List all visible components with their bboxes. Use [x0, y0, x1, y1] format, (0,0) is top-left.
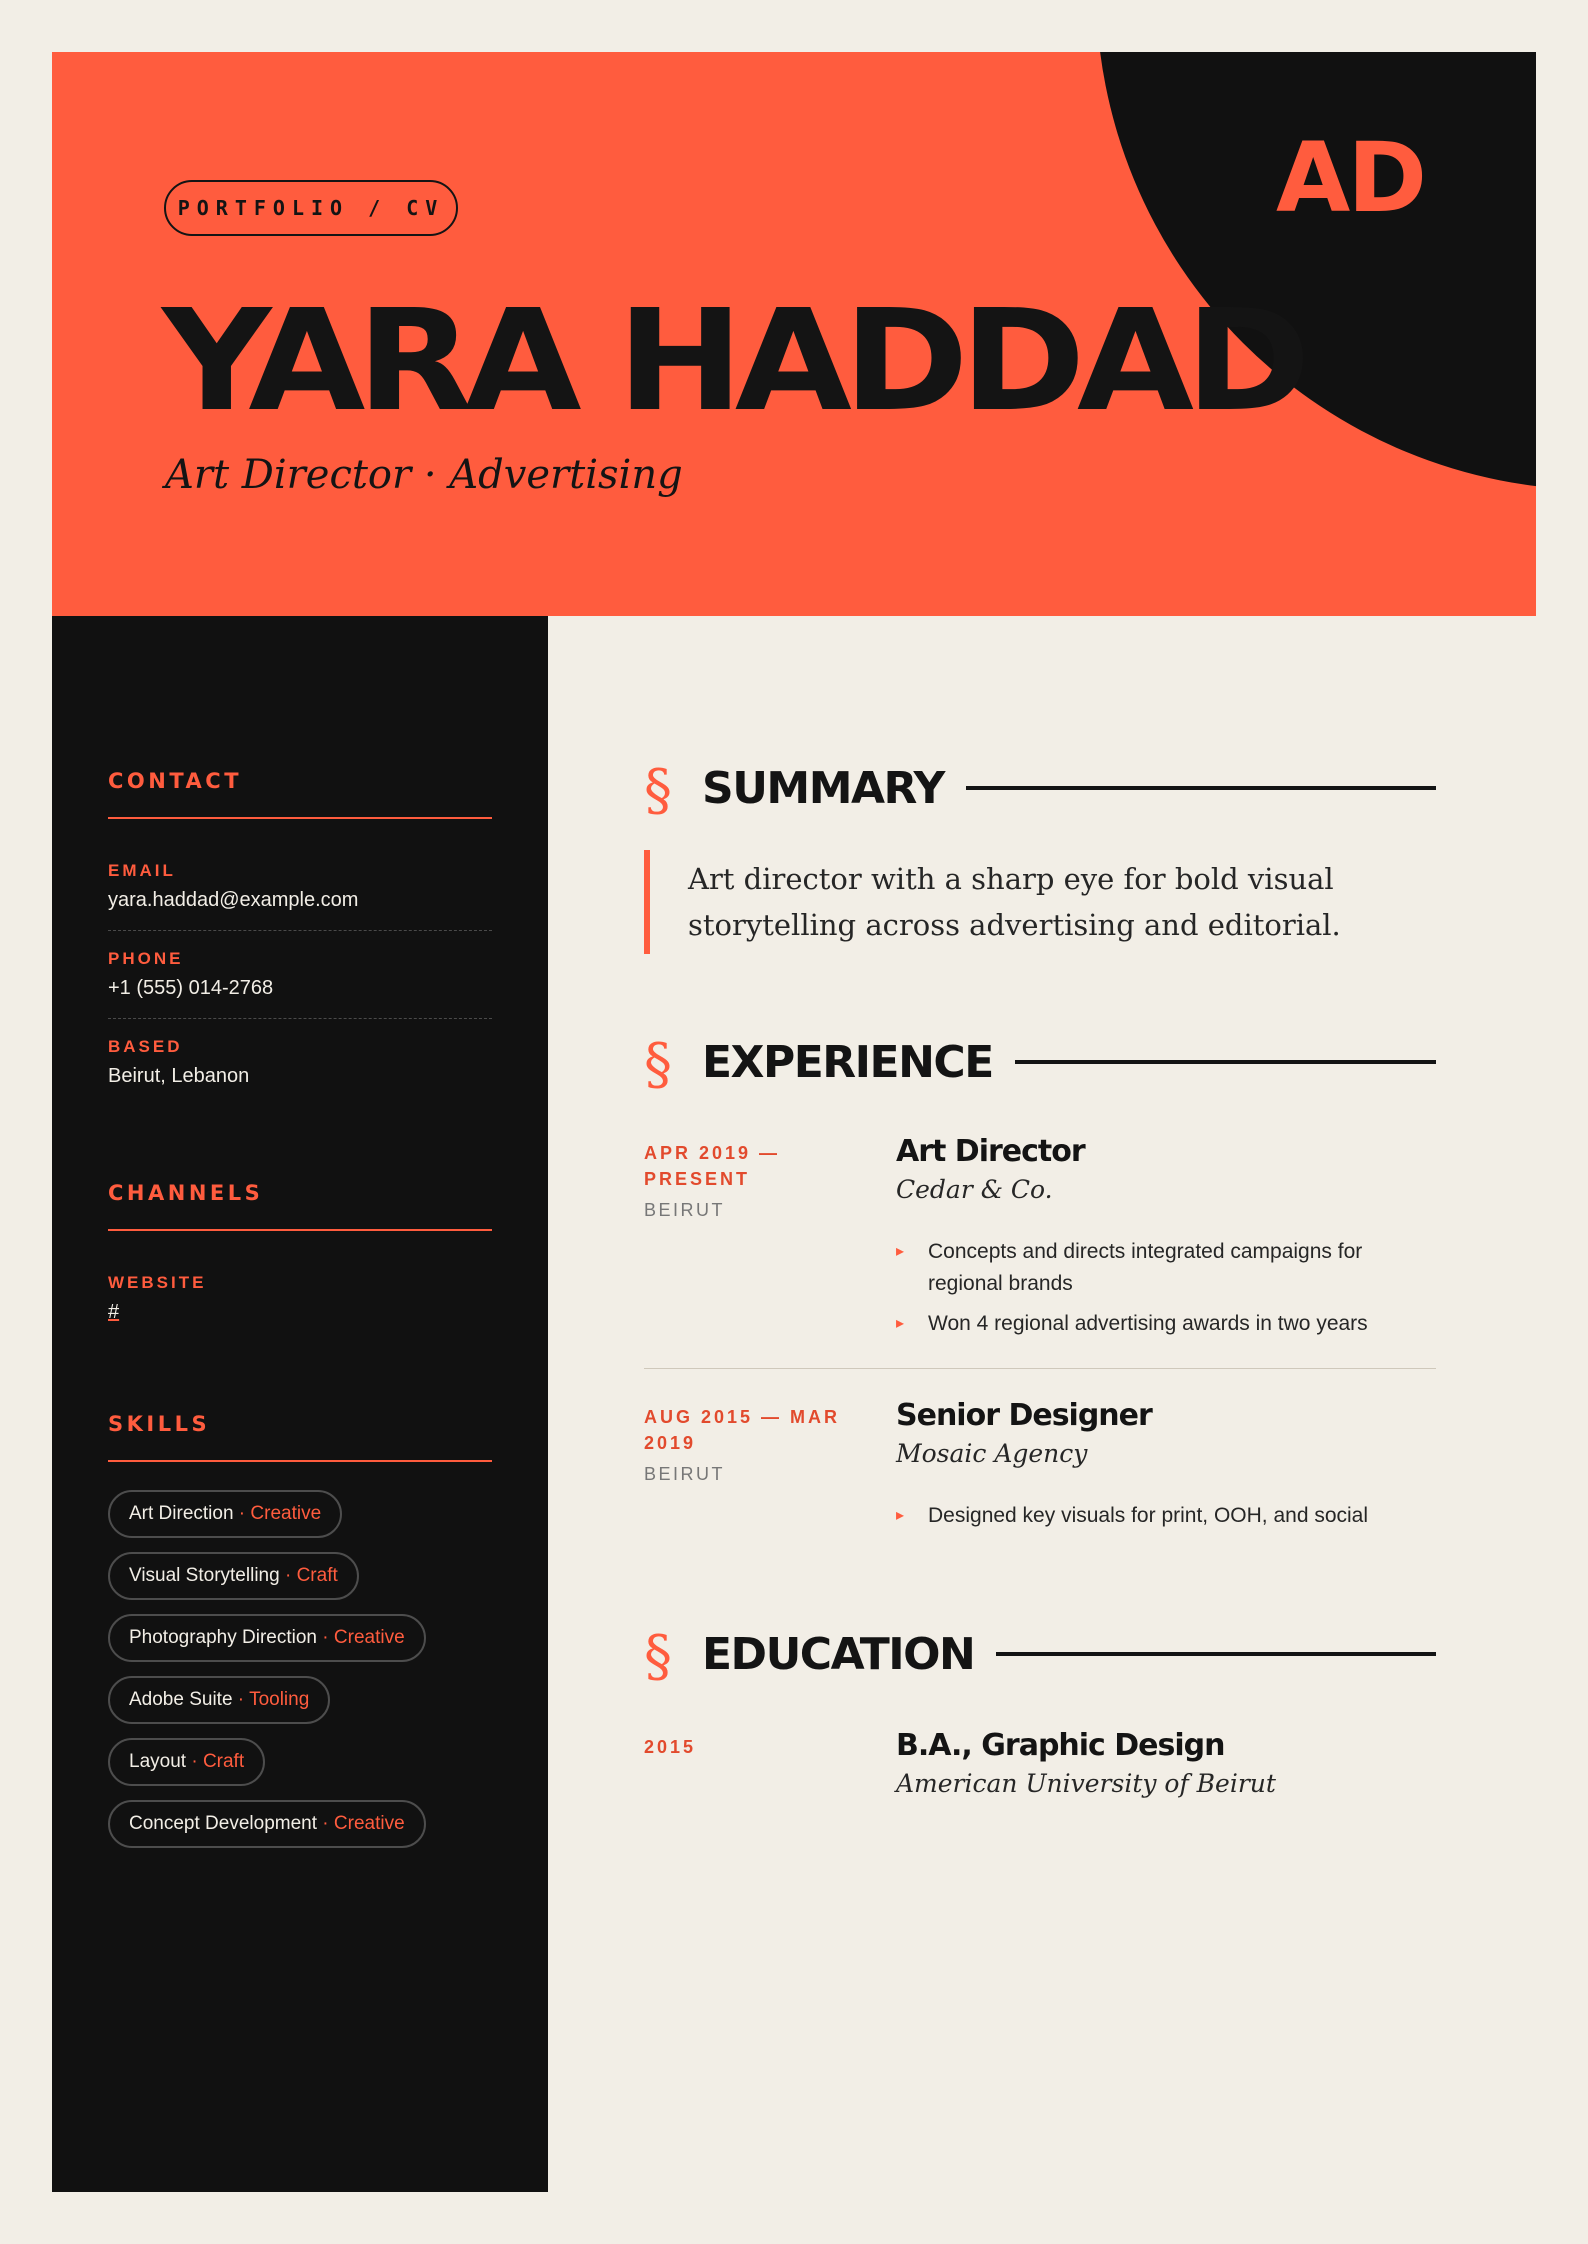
skill-name: Photography Direction	[129, 1627, 317, 1648]
job-company: Mosaic Agency	[896, 1439, 1088, 1468]
skill-name: Visual Storytelling	[129, 1565, 280, 1586]
education-header	[644, 1624, 1436, 1689]
skill-chip: Art Direction · Creative	[108, 1490, 342, 1538]
skills-heading: SKILLS	[108, 1412, 492, 1462]
education-degree: B.A., Graphic Design	[896, 1728, 1225, 1763]
section-mark-icon: §	[644, 758, 672, 823]
job-meta	[644, 1404, 864, 1485]
summary-header	[644, 758, 1436, 823]
education-year: 2015	[644, 1737, 697, 1757]
candidate-name: YARA HADDAD	[162, 280, 1303, 443]
skill-chip: Visual Storytelling · Craft	[108, 1552, 359, 1600]
job-meta	[644, 1140, 864, 1221]
skill-name: Adobe Suite	[129, 1689, 233, 1710]
skill-category: Craft	[202, 1751, 245, 1772]
section-mark-icon: §	[644, 1624, 672, 1689]
location-value: Beirut, Lebanon	[108, 1065, 250, 1087]
sidebar	[52, 616, 548, 2192]
education-school: American University of Beirut	[896, 1769, 1276, 1798]
skill-chip: Photography Direction · Creative	[108, 1614, 426, 1662]
contact-email	[108, 843, 492, 931]
experience-header	[644, 1032, 1436, 1097]
skill-category: Creative	[333, 1813, 405, 1834]
contact-phone	[108, 931, 492, 1019]
section-rule	[966, 786, 1436, 790]
section-mark-icon: §	[644, 1032, 672, 1097]
field-label: EMAIL	[108, 861, 176, 880]
field-label: WEBSITE	[108, 1273, 207, 1292]
job-company: Cedar & Co.	[896, 1175, 1053, 1204]
job-body	[896, 1398, 1436, 1527]
field-label: BASED	[108, 1037, 183, 1056]
contact-section	[108, 769, 492, 1106]
job-location: BEIRUT	[644, 1200, 726, 1220]
monogram: AD	[1276, 122, 1424, 234]
candidate-role: Art Director · Advertising	[165, 452, 683, 498]
field-label: PHONE	[108, 949, 184, 968]
education-heading: EDUCATION	[702, 1628, 975, 1680]
section-rule	[1015, 1060, 1436, 1064]
skill-category: Creative	[333, 1627, 405, 1648]
skill-name: Art Direction	[129, 1503, 234, 1524]
header-banner	[52, 52, 1536, 616]
job-divider	[644, 1368, 1436, 1369]
job-location: BEIRUT	[644, 1464, 726, 1484]
job-date: AUG 2015 — MAR 2019	[644, 1407, 841, 1453]
experience-heading: EXPERIENCE	[702, 1036, 993, 1088]
website-link[interactable]: #	[108, 1301, 120, 1323]
contact-heading: CONTACT	[108, 769, 492, 819]
skill-category: Tooling	[249, 1689, 310, 1710]
job-bullet: ▸ Concepts and directs integrated campaigns for regional brands	[896, 1236, 1436, 1300]
skill-name: Layout	[129, 1751, 187, 1772]
resume-page	[52, 52, 1536, 2192]
education-meta	[644, 1734, 864, 1760]
skill-name: Concept Development	[129, 1813, 317, 1834]
phone-value[interactable]: +1 (555) 014-2768	[108, 977, 274, 999]
skill-category: Craft	[296, 1565, 338, 1586]
section-rule	[996, 1652, 1436, 1656]
job-date: APR 2019 — PRESENT	[644, 1143, 781, 1189]
job-title: Senior Designer	[896, 1398, 1152, 1433]
summary-text: Art director with a sharp eye for bold visual storytelling across advertising and editorial.	[644, 850, 1436, 954]
skills-list	[108, 1490, 492, 1848]
summary-heading: SUMMARY	[702, 762, 944, 814]
channels-section	[108, 1181, 492, 1342]
education-body	[896, 1728, 1436, 1798]
skill-chip: Adobe Suite · Tooling	[108, 1676, 330, 1724]
skill-chip: Layout · Craft	[108, 1738, 265, 1786]
job-title: Art Director	[896, 1134, 1085, 1169]
skill-chip: Concept Development · Creative	[108, 1800, 426, 1848]
channels-heading: CHANNELS	[108, 1181, 492, 1231]
skills-section	[108, 1412, 492, 1848]
channel-website	[108, 1255, 492, 1342]
job-bullet: ▸ Won 4 regional advertising awards in two years	[896, 1308, 1436, 1340]
contact-location	[108, 1019, 492, 1106]
portfolio-cv-tag: PORTFOLIO / CV	[164, 180, 458, 236]
email-value[interactable]: yara.haddad@example.com	[108, 889, 359, 911]
job-body	[896, 1134, 1436, 1335]
skill-category: Creative	[250, 1503, 322, 1524]
job-bullet: ▸ Designed key visuals for print, OOH, and social	[896, 1500, 1436, 1532]
